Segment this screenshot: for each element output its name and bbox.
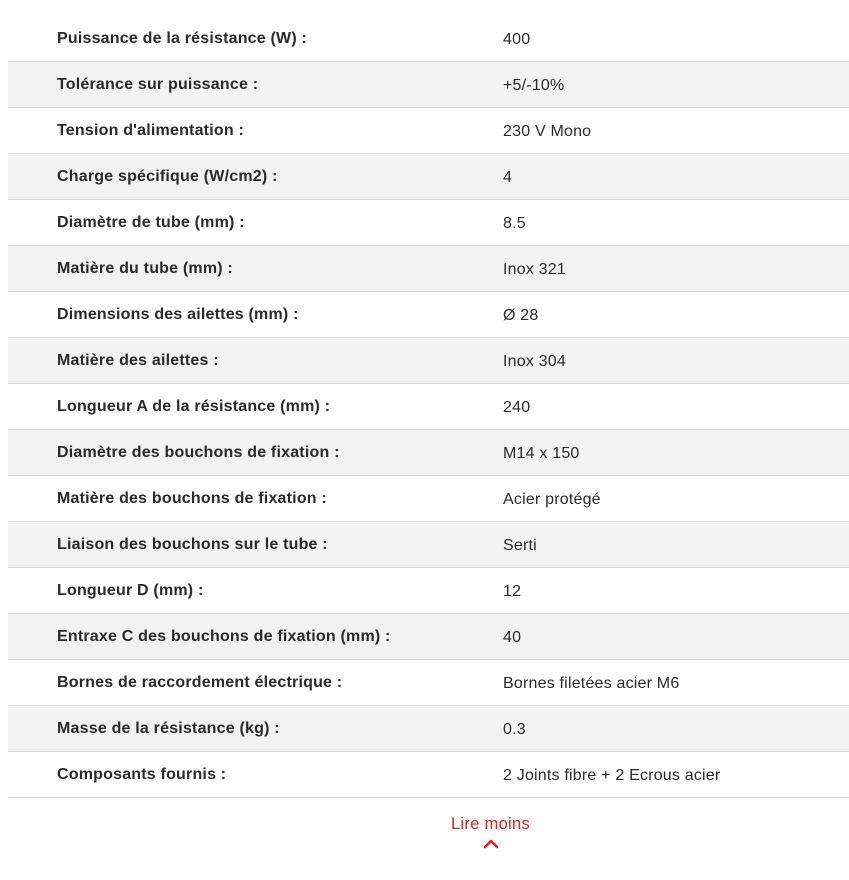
spec-value: Serti (503, 537, 537, 554)
spec-row (8, 660, 849, 706)
spec-row (8, 614, 849, 660)
spec-row (8, 154, 849, 200)
spec-row (8, 200, 849, 246)
spec-value: 4 (503, 169, 513, 186)
spec-label: Tension d'alimentation : (57, 121, 244, 139)
spec-value: 2 Joints fibre + 2 Ecrous acier (503, 767, 721, 784)
spec-label: Longueur D (mm) : (57, 581, 204, 599)
spec-value: 400 (503, 31, 531, 48)
spec-value: 8.5 (503, 215, 526, 232)
spec-label: Masse de la résistance (kg) : (57, 719, 280, 737)
spec-row (8, 706, 849, 752)
spec-value: 230 V Mono (503, 123, 592, 140)
spec-row (8, 62, 849, 108)
spec-value: +5/-10% (503, 77, 565, 94)
spec-row (8, 476, 849, 522)
spec-value: 12 (503, 583, 522, 600)
spec-label: Bornes de raccordement électrique : (57, 673, 343, 691)
spec-value: 240 (503, 399, 531, 416)
read-less-link[interactable]: Lire moins (450, 815, 531, 833)
spec-label: Composants fournis : (57, 765, 227, 783)
spec-label: Matière des bouchons de fixation : (57, 489, 327, 507)
specifications-table (8, 16, 849, 798)
spec-label: Entraxe C des bouchons de fixation (mm) : (57, 627, 391, 645)
spec-value: 0.3 (503, 721, 526, 738)
spec-value: Inox 304 (503, 353, 566, 370)
spec-row (8, 568, 849, 614)
spec-label: Dimensions des ailettes (mm) : (57, 305, 299, 323)
read-less-container (66, 815, 849, 850)
spec-row (8, 292, 849, 338)
spec-row (8, 16, 849, 62)
spec-label: Matière du tube (mm) : (57, 259, 233, 277)
spec-label: Matière des ailettes : (57, 351, 219, 369)
spec-value: M14 x 150 (503, 445, 580, 462)
spec-label: Puissance de la résistance (W) : (57, 29, 308, 47)
spec-row (8, 752, 849, 798)
spec-value: Ø 28 (503, 307, 539, 324)
spec-row (8, 384, 849, 430)
spec-label: Liaison des bouchons sur le tube : (57, 535, 328, 553)
spec-row (8, 246, 849, 292)
spec-row (8, 338, 849, 384)
spec-value: Inox 321 (503, 261, 566, 278)
spec-value: 40 (503, 629, 522, 646)
spec-label: Charge spécifique (W/cm2) : (57, 167, 278, 185)
chevron-up-icon[interactable] (66, 838, 849, 850)
spec-value: Bornes filetées acier M6 (503, 675, 680, 692)
spec-label: Tolérance sur puissance : (57, 75, 259, 93)
spec-value: Acier protégé (503, 491, 601, 508)
spec-label: Diamètre de tube (mm) : (57, 213, 245, 231)
spec-row (8, 430, 849, 476)
spec-label: Diamètre des bouchons de fixation : (57, 443, 340, 461)
spec-row (8, 522, 849, 568)
spec-row (8, 108, 849, 154)
spec-label: Longueur A de la résistance (mm) : (57, 397, 331, 415)
